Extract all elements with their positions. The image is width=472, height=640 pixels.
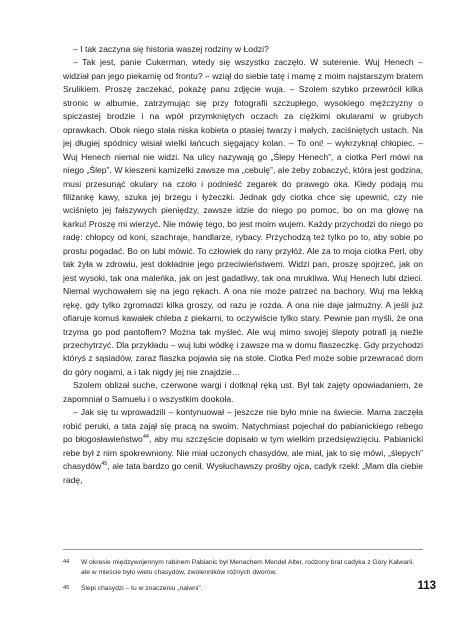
footnote-divider xyxy=(63,549,423,550)
footnote-reference[interactable]: 45 xyxy=(101,461,108,468)
footnote-text: W okresie międzywojennym rabinem Pabianic był Menachem Mendel Alter, rodzony brat cadyka z Góry Kalwarii, ale w mieście było wielu chasydów, zwolenników różnych dworów. xyxy=(81,559,415,576)
main-text xyxy=(63,43,423,487)
page-number: 113 xyxy=(417,580,436,592)
paragraph-text: – Jak się tu wprowadzili – kontynuował – jeszcze nie było mnie na świecie. Mama zaczęła robić peruki, a tata zajął się pracą na swoim. Natychmiast pojechał do pabianickiego rebego po błogosławieństwo xyxy=(63,407,423,445)
paragraph-text: , aby mu szczęście dopisało w tym wielkim przedsięwzięciu. Pabianicki rebe był z nim spokrewniony. Nie miał uczonych chasydów, ale miał, jak to się mówi, „ślepych” chasydów xyxy=(63,434,423,472)
paragraph xyxy=(63,406,423,487)
footnote-number: 44 xyxy=(63,559,70,565)
footnote-reference[interactable]: 44 xyxy=(142,434,149,441)
footnotes xyxy=(63,558,423,600)
paragraph: – Tak jest, panie Cukerman, wtedy się wszystko zaczęło. W suterenie. Wuj Henech – widział pan jego piekarnię od frontu? – wziął do siebie tatę i mamę z moim najstarszym bratem Srulikiem. Proszę zaczekać, pokażę panu zdjęcie wuja. – Szolem szybko przewrócił kilka stronic w albumie, zatrzymując się przy fotografii szczupłego, wysokiego mężczyzny o spiczastej brodzie i na wpół przymkniętych oczach za ciężkimi okularami w grubych oprawkach. Obok niego stała niska kobieta o ptasiej twarzy i małych, zaciśniętych ustach. Na jej długiej spódnicy wisiał wielki łańcuch sięgający kolan. – To oni! – wykrzyknął chłopiec. – Wuj Henech niemal nie widzi. Na ulicy nazywają go „Ślepy Henech”, a ciotka Perl mówi na niego „Ślep”. W kieszeni kamizelki zawsze ma „cebulę”, ale żeby zobaczyć, która jest godzina, musi przesunąć okulary na czoło i podnieść zegarek do prawego oka. Kiedy podają mu filiżankę kawy, szuka jej brzegu i łyżeczki. Jednak gdy ciotka chce się upewnić, czy nie wciśnięto jej fałszywych pieniędzy, zawsze idzie do niego po pomoc, bo on ma głowę na karku! Proszę mi wierzyć. Nie mówię tego, bo jest moim wujem. Każdy przychodzi do niego po radę: chłopcy od koni, szachraje, handlarze, rybacy. Przychodzą też tylko po to, aby sobie po prostu pogadać. Bo on lubi mówić. To człowiek do rany przyłóż. Ale za to moja ciotka Perl, oby tak żyła w zdrowiu, jest dokładnie jego przeciwieństwem. Widzi pan, proszę spojrzeć, jak on jest wysoki, tak ona maleńka, jak on jest gadatliwy, tak ona mrukliwa. Wuj Henech lubi dzieci. Niemal wychowałem się na jego rękach. A ona nie może patrzeć na bachory. Wuj ma lekką rękę, gdy tylko zgromadzi kilka groszy, od razu je rozda. A ona nie daje jałmużny. A jeśli już ofiaruje komuś kawałek chleba z piekarni, to oczywiście tylko stary. Pewnie pan myśli, że ona trzyma go pod pantoflem? Można tak myśleć. Ale wuj mimo swojej ślepoty potrafi ją nieźle przechytrzyć. Dla przykładu – wuj lubi wódkę i zawsze ma w domu flaszeczkę. Gdy przychodzi któryś z sąsiadów, zaraz flaszka pojawia się na stole. Ciotka Perl może sobie przewracać dom do góry nogami, a i tak nigdy jej nie znajdzie… xyxy=(63,57,423,377)
footnote xyxy=(63,584,423,594)
paragraph: – I tak zaczyna się historia waszej rodziny w Łodzi? xyxy=(73,44,269,54)
paragraph: Szolem oblizał suche, czerwone wargi i dotknął ręką ust. Był tak zajęty opowiadaniem, że zapomniał o Samuelu i o wszystkim dookoła. xyxy=(63,380,423,404)
footnote-text: Ślepi chasydzi – tu w znaczeniu „naiwni”. xyxy=(81,585,203,592)
footnote-number: 45 xyxy=(63,585,70,591)
paragraph-text: , ale tata bardzo go cenił. Wysłuchawszy prośby ojca, cadyk rzekł: „Mam dla ciebie radę, xyxy=(63,461,423,485)
footnote xyxy=(63,558,423,578)
